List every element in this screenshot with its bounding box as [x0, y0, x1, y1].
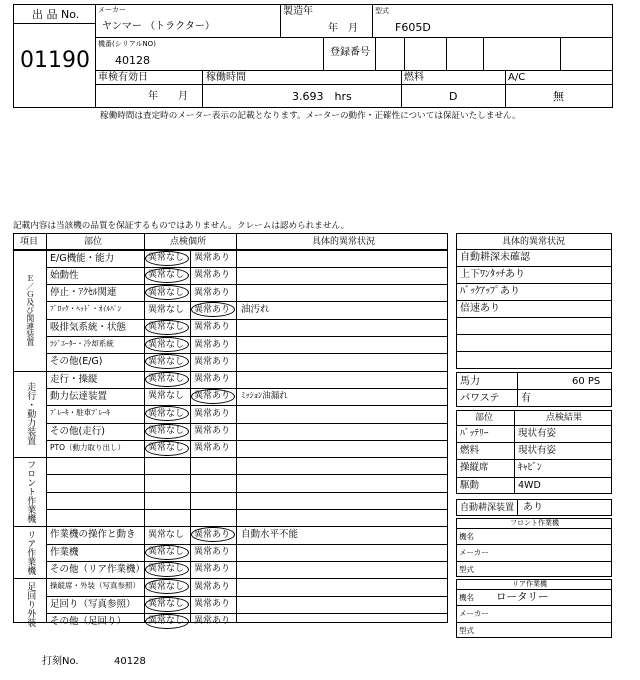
group-name: [15, 459, 44, 524]
front-label: メーカー: [459, 548, 489, 558]
status-ok-circle: [145, 285, 189, 300]
status-ok-circle: [145, 597, 189, 612]
row-detail: 油汚れ: [241, 304, 270, 316]
row-part: PTO（動力取り出し）: [50, 442, 126, 452]
row-part: 停止・ｱｸｾﾙ関連: [50, 287, 117, 299]
status-ok-label: 異常なし: [148, 443, 185, 454]
row-part: その他（リア作業機）: [50, 563, 146, 575]
result-part: 燃料: [460, 445, 480, 457]
row-part: E/G機能・能力: [50, 252, 115, 264]
abnormal-item: 倍速あり: [460, 303, 500, 314]
status-ok-label: 異常なし: [148, 564, 185, 575]
status-ng-label: 異常あり: [194, 581, 231, 592]
status-ok-label: 異常なし: [148, 253, 185, 263]
row-part: その他(E/G): [50, 356, 103, 368]
auto-label: 自動耕深装置: [460, 503, 515, 513]
status-ng-label: 異常あり: [194, 374, 231, 385]
status-ok-label: 異常なし: [148, 374, 185, 385]
hours-value: 3.693 hrs: [292, 90, 352, 103]
group-name: [15, 373, 44, 456]
status-ok-label: 異常なし: [148, 426, 185, 436]
steer-value: 有: [521, 393, 531, 404]
result-value: 現状有姿: [518, 445, 557, 457]
row-part: 走行・操縦: [50, 373, 98, 385]
header-check: 点検個所: [170, 237, 207, 247]
status-ok-label: 異常なし: [148, 322, 185, 333]
status-ok-circle: [145, 320, 189, 335]
status-ok-label: 異常なし: [148, 547, 185, 558]
stamp-label: 打刻No.: [42, 656, 79, 667]
group-name: [15, 528, 44, 576]
result-value: 現状有姿: [518, 428, 557, 439]
quality-note: 記載内容は当該機の品質を保証するものではありません。クレームは認められません。: [13, 221, 350, 231]
status-ng-label: 異常あり: [194, 616, 231, 627]
hours-label: 稼働時間: [206, 72, 246, 83]
rear-label: 機名: [459, 593, 474, 602]
auto-value: あり: [523, 502, 543, 513]
year-label: 製造年: [283, 6, 313, 17]
inspection-label: 車検有効日: [98, 72, 148, 83]
group-name: [15, 252, 44, 369]
status-ng-label: 異常あり: [194, 408, 231, 419]
status-ok-circle: [145, 562, 189, 577]
power-label: 馬力: [460, 376, 480, 387]
serial-label: 機番(シリアルNO): [98, 40, 156, 48]
status-ok-label: 異常なし: [148, 339, 185, 350]
status-ok-label: 異常なし: [148, 616, 185, 627]
lot-label: 出 品 No.: [32, 8, 80, 21]
status-ng-label: 異常あり: [194, 270, 231, 281]
row-part: その他(走行): [50, 425, 105, 437]
status-ng-label: 異常あり: [194, 529, 231, 540]
row-part: 吸排気系統・状態: [50, 321, 127, 333]
status-ok-label: 異常なし: [148, 287, 185, 298]
abnormal-item: ﾊﾞｯｸｱｯﾌﾟあり: [460, 286, 520, 297]
result-part: ﾊﾞｯﾃﾘｰ: [460, 428, 489, 439]
status-ok-label: 異常なし: [148, 391, 185, 402]
row-detail: ﾐｯｼｮﾝ油漏れ: [241, 390, 288, 401]
status-ok-label: 異常なし: [148, 304, 185, 315]
row-part: ﾌﾞﾛｯｸ・ﾍｯﾄﾞ・ｵｲﾙﾊﾟﾝ: [50, 304, 122, 314]
part-header: 部位: [475, 413, 494, 423]
status-ng-label: 異常あり: [194, 426, 231, 436]
model-label: 型式: [375, 7, 389, 15]
maker-label: メーカー: [98, 6, 126, 14]
status-ng-label: 異常あり: [194, 339, 231, 350]
inspection-unit: 年 月: [148, 91, 188, 102]
front-header: フロント作業機: [510, 519, 559, 527]
row-part: その他（足回り）: [50, 615, 127, 627]
row-part: 作業機の操作と動き: [50, 529, 136, 541]
group-name-text: 足回り外装: [25, 581, 36, 627]
ac-label: A/C: [508, 72, 526, 83]
stamp-value: 40128: [114, 656, 146, 667]
year-unit: 年 月: [328, 23, 358, 34]
result-header: 点検結果: [546, 413, 583, 423]
result-value: ｷｬﾋﾞﾝ: [518, 462, 542, 474]
status-ng-label: 異常あり: [194, 253, 231, 263]
row-part: 足回り（写真参照）: [50, 598, 136, 610]
status-ng-label: 異常あり: [194, 391, 231, 402]
front-label: 型式: [459, 564, 474, 574]
model-value: F605D: [395, 21, 431, 34]
group-name-text: フロント作業機: [25, 460, 36, 524]
power-value: 60 PS: [572, 376, 601, 387]
status-ok-label: 異常なし: [148, 408, 185, 419]
group-name-text: リア作業機: [25, 529, 36, 575]
status-ok-circle: [145, 614, 189, 629]
row-part: 始動性: [50, 269, 79, 281]
status-ng-label: 異常あり: [194, 564, 231, 575]
status-ok-label: 異常なし: [148, 356, 185, 367]
status-ok-label: 異常なし: [148, 270, 185, 281]
status-ng-circle: [191, 389, 235, 404]
registration-label: 登録番号: [330, 47, 370, 58]
status-ok-circle: [145, 337, 189, 352]
fuel-value: D: [449, 90, 458, 103]
status-ng-label: 異常あり: [194, 304, 231, 315]
rear-header: リア作業機: [512, 580, 547, 588]
abnormal-item: 自動耕深未確認: [460, 252, 530, 263]
serial-value: 40128: [115, 54, 150, 67]
group-name: [15, 580, 44, 628]
status-ok-circle: [145, 545, 189, 560]
header-item: 項目: [20, 237, 39, 247]
front-label: 機名: [459, 532, 474, 541]
maker-value: ヤンマー （トラクター）: [102, 21, 215, 32]
abnormal-header: 具体的異常状況: [502, 237, 566, 247]
status-ng-label: 異常あり: [194, 599, 231, 609]
header-part: 部位: [84, 237, 103, 247]
group-name-text: 走行・動力装置: [25, 382, 36, 446]
status-ok-circle: [145, 441, 189, 456]
row-part: 作業機: [50, 546, 79, 558]
status-ok-label: 異常なし: [148, 599, 185, 609]
result-part: 操縦席: [460, 462, 489, 474]
status-ng-label: 異常あり: [194, 322, 231, 333]
status-ok-circle: [145, 268, 189, 283]
status-ok-label: 異常なし: [148, 529, 185, 540]
rear-value: ロータリー: [496, 591, 549, 603]
row-part: 操縦席・外装（写真参照）: [50, 581, 140, 591]
steer-label: パワステ: [460, 393, 500, 404]
rear-label: 型式: [459, 625, 474, 635]
ac-value: 無: [553, 90, 564, 103]
status-ok-circle: [145, 424, 189, 439]
hours-note: 稼働時間は査定時のメーター表示の記載となります。メーターの動作・正確性については保証いたしません。: [100, 111, 521, 121]
status-ng-label: 異常あり: [194, 356, 231, 367]
row-part: 動力伝達装置: [50, 390, 108, 402]
result-value: 4WD: [518, 479, 541, 491]
lot-number: 01190: [20, 48, 90, 73]
result-part: 駆動: [460, 479, 480, 491]
row-detail: 自動水平不能: [241, 529, 299, 541]
header-detail: 具体的異常状況: [312, 237, 376, 247]
status-ok-label: 異常なし: [148, 581, 185, 592]
status-ng-label: 異常あり: [194, 287, 231, 298]
abnormal-item: 上下ﾜﾝﾀｯﾁあり: [460, 269, 525, 280]
status-ok-circle: [145, 372, 189, 387]
row-part: ﾌﾞﾚｰｷ・駐車ﾌﾞﾚｰｷ: [50, 408, 110, 418]
status-ng-label: 異常あり: [194, 443, 231, 454]
row-part: ﾗｼﾞｴｰﾀｰ・冷却系統: [50, 339, 114, 348]
status-ok-circle: [145, 251, 189, 266]
fuel-label: 燃料: [404, 72, 424, 83]
rear-label: メーカー: [459, 609, 489, 619]
group-name-text: Ｅ／Ｇ及び関連装置: [25, 274, 35, 347]
status-ng-label: 異常あり: [194, 547, 231, 558]
